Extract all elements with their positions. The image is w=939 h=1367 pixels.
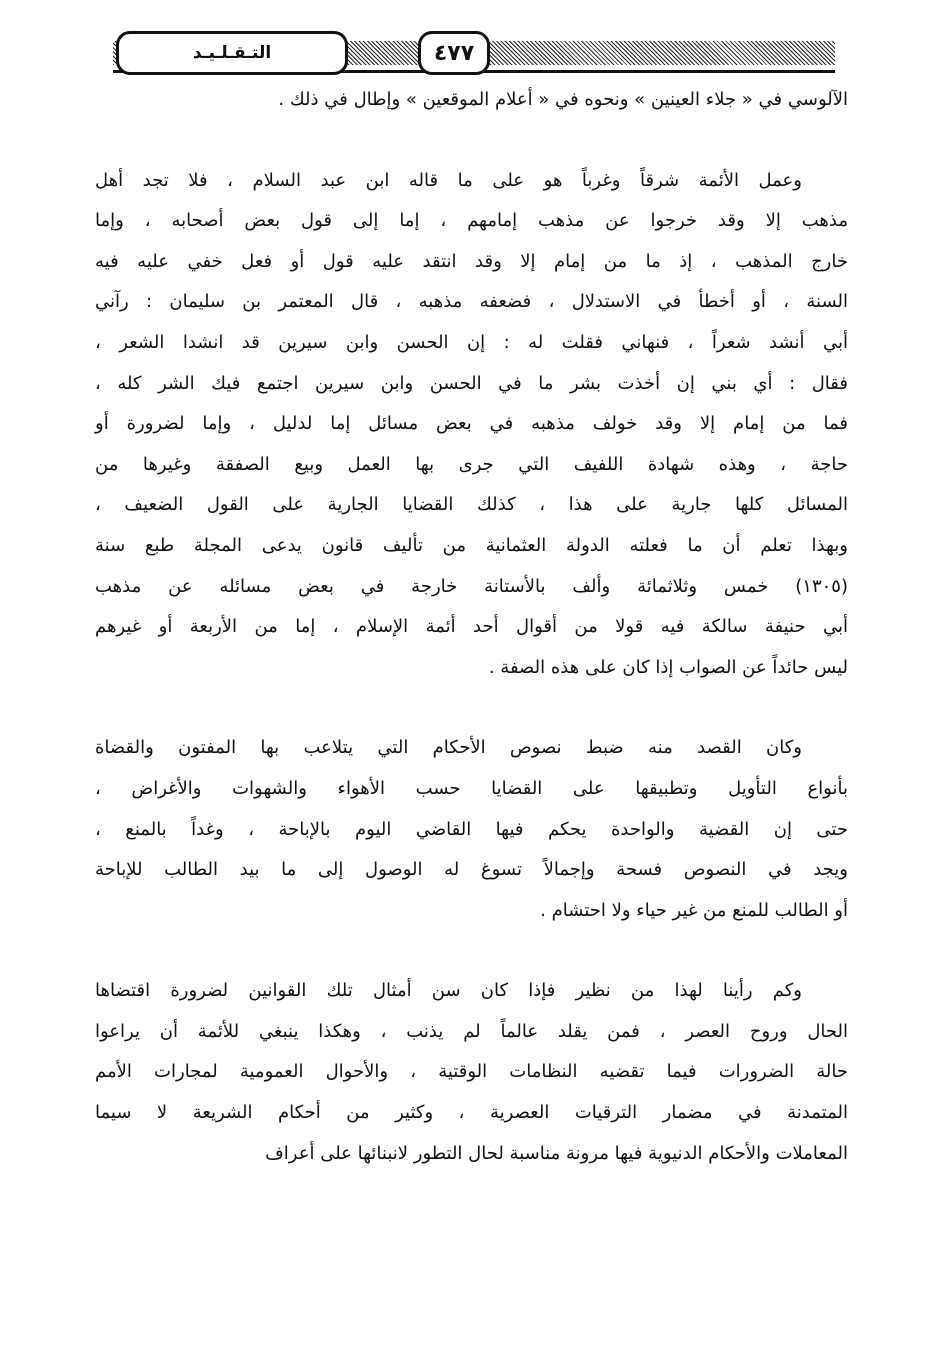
text-line: وعمل الأئمة شرقاً وغرباً هو على ما قاله ابن عبد السلام ، فلا تجد أهل xyxy=(95,169,802,191)
text-line: أبي حنيفة سالكة فيه قولا من أقوال أحد أئمة الإسلام ، إما من الأربعة أو غيرهم xyxy=(95,616,848,638)
text-line: بأنواع التأويل وتطبيقها على القضايا حسب الأهواء والشهوات والأغراض ، xyxy=(95,777,848,799)
text-line: فقال : أي بني إن أخذت بشر ما في الحسن وابن سيرين اجتمع فيك الشر كله ، xyxy=(95,372,848,394)
text-line: حتى إن القضية والواحدة يحكم فيها القاضي اليوم بالإباحة ، وغداً بالمنع ، xyxy=(95,818,848,840)
text-line: فما من إمام إلا وقد خولف مذهبه في بعض مسائل إما لدليل ، وإما لضرورة أو xyxy=(95,413,848,435)
header-hatch xyxy=(486,41,835,65)
page-number-text: ٤٧٧ xyxy=(433,40,475,66)
text-line: السنة ، أو أخطأ في الاستدلال ، فضعفه مذهبه ، قال المعتمر بن سليمان : رآني xyxy=(95,291,848,313)
page-number xyxy=(418,31,490,75)
paragraph-gap xyxy=(95,931,848,971)
text-line: الحال وروح العصر ، فمن يقلد عالماً لم يذنب ، وهكذا ينبغي للأئمة أن يراعوا xyxy=(95,1020,848,1042)
text-line: ويجد في النصوص فسحة وإجمالاً تسوغ له الوصول إلى ما بيد الطالب للإباحة xyxy=(95,859,848,881)
page-body xyxy=(95,80,848,1174)
paragraph-gap xyxy=(95,121,848,161)
header-hatch xyxy=(344,41,420,65)
paragraph xyxy=(95,161,848,689)
text-line: ليس حائداً عن الصواب إذا كان على هذه الصفة . xyxy=(488,656,848,678)
text-line: وكم رأينا لهذا من نظير فإذا كان سن أمثال تلك القوانين لضرورة اقتضاها xyxy=(95,980,802,1002)
text-line: المعاملات والأحكام الدنيوية فيها مرونة مناسبة لحال التطور لانبنائها على أعراف xyxy=(265,1142,848,1164)
running-title xyxy=(116,31,348,75)
text-line: المتمدنة في مضمار الترقيات العصرية ، وكثير من أحكام الشريعة لا سيما xyxy=(95,1102,848,1124)
text-line: حالة الضرورات فيما تقضيه النظامات الوقتية ، والأحوال العمومية لمجارات الأمم xyxy=(95,1061,848,1083)
running-title-text: التـقـلـيـد xyxy=(192,43,272,63)
text-line: مذهب إلا وقد خرجوا عن مذهب إمامهم ، إما إلى قول بعض أصحابه ، وإما xyxy=(95,210,848,232)
text-line: المسائل كلها جارية على هذا ، كذلك القضايا الجارية على القول الضعيف ، xyxy=(95,494,848,516)
paragraph xyxy=(95,728,848,931)
text-line: الآلوسي في « جلاء العينين » ونحوه في « أعلام الموقعين » وإطال في ذلك . xyxy=(278,89,848,110)
paragraph-gap xyxy=(95,688,848,728)
text-line: أو الطالب للمنع من غير حياء ولا احتشام . xyxy=(540,899,848,921)
text-line: خارج المذهب ، إذ ما من إمام إلا وقد انتقد عليه قول أو فعل خفي عليه فيه xyxy=(95,250,848,272)
text-line: حاجة ، وهذه شهادة اللفيف التي جرى بها العمل وبيع الصفقة وغيرها من xyxy=(95,453,848,475)
text-line: (١٣٠٥) خمس وثلاثمائة وألف بالأستانة خارجة في بعض مسائله عن مذهب xyxy=(95,575,848,597)
text-line: وبهذا تعلم أن ما فعلته الدولة العثمانية من تأليف قانون يدعى المجلة طبع سنة xyxy=(95,534,848,556)
text-line: أبي أنشد شعراً ، فنهاني فقلت له : إن الحسن وابن سيرين قد انشدا الشعر ، xyxy=(95,331,848,353)
text-line: وكان القصد منه ضبط نصوص الأحكام التي يتلاعب بها المفتون والقضاة xyxy=(95,737,802,759)
paragraph xyxy=(95,971,848,1174)
paragraph xyxy=(95,80,848,121)
